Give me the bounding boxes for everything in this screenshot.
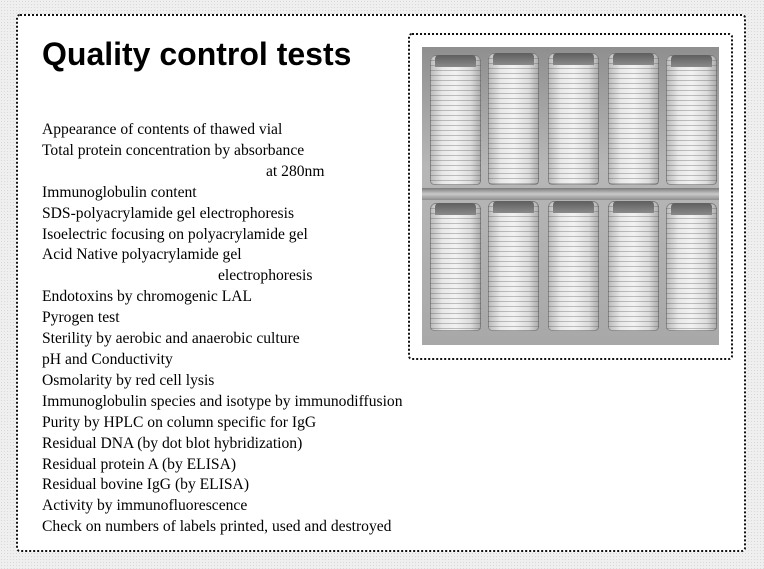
test-item xyxy=(42,350,403,371)
test-item xyxy=(42,183,403,204)
test-item-text: Immunoglobulin species and isotype by immunodiffusion xyxy=(42,392,403,410)
test-item xyxy=(42,413,403,434)
test-item xyxy=(42,329,403,350)
test-item-text: Pyrogen test xyxy=(42,309,120,327)
vial xyxy=(608,53,659,185)
test-item xyxy=(42,392,403,413)
test-item-continuation: electrophoresis xyxy=(218,267,313,285)
test-item-text: Residual DNA (by dot blot hybridization) xyxy=(42,434,303,452)
test-item-text: Acid Native polyacrylamide gel xyxy=(42,246,242,264)
tray-divider xyxy=(422,188,719,200)
test-item-text: Activity by immunofluorescence xyxy=(42,497,248,515)
test-item xyxy=(42,517,403,538)
vial xyxy=(608,201,659,331)
test-item-text: Appearance of contents of thawed vial xyxy=(42,121,283,138)
tests-list xyxy=(42,120,403,538)
test-item-continuation: at 280nm xyxy=(266,162,325,180)
test-item-text: Immunoglobulin content xyxy=(42,183,197,201)
test-item-text: Residual bovine IgG (by ELISA) xyxy=(42,476,250,494)
vial xyxy=(548,201,599,331)
test-item xyxy=(42,308,403,329)
photo-frame xyxy=(408,33,733,360)
test-item xyxy=(42,434,403,455)
test-item-text: Sterility by aerobic and anaerobic culture xyxy=(42,330,300,348)
test-item xyxy=(42,455,403,476)
test-item xyxy=(42,475,403,496)
vial xyxy=(430,55,481,185)
test-item xyxy=(42,204,403,225)
test-item xyxy=(42,141,403,183)
vial xyxy=(548,53,599,185)
vial xyxy=(666,55,717,185)
test-item xyxy=(42,371,403,392)
test-item-text: Check on numbers of labels printed, used and destroyed xyxy=(42,518,392,536)
slide-title: Quality control tests xyxy=(42,36,352,72)
test-item xyxy=(42,225,403,246)
vial xyxy=(488,201,539,331)
vial xyxy=(488,53,539,185)
slide xyxy=(16,14,746,552)
test-item-text: SDS-polyacrylamide gel electrophoresis xyxy=(42,204,295,222)
test-item xyxy=(42,245,403,287)
vial xyxy=(666,203,717,331)
test-item-text: Osmolarity by red cell lysis xyxy=(42,371,215,389)
test-item-text: Residual protein A (by ELISA) xyxy=(42,455,237,473)
test-item-text: Isoelectric focusing on polyacrylamide gel xyxy=(42,225,308,243)
test-item-text: Endotoxins by chromogenic LAL xyxy=(42,288,253,306)
test-item xyxy=(42,120,403,141)
test-item xyxy=(42,287,403,308)
vial xyxy=(430,203,481,331)
test-item xyxy=(42,496,403,517)
test-item-text: Purity by HPLC on column specific for IgG xyxy=(42,413,317,431)
test-item-text: Total protein concentration by absorbance xyxy=(42,141,305,159)
vials-in-tray-photo xyxy=(422,47,719,345)
test-item-text: pH and Conductivity xyxy=(42,350,173,368)
